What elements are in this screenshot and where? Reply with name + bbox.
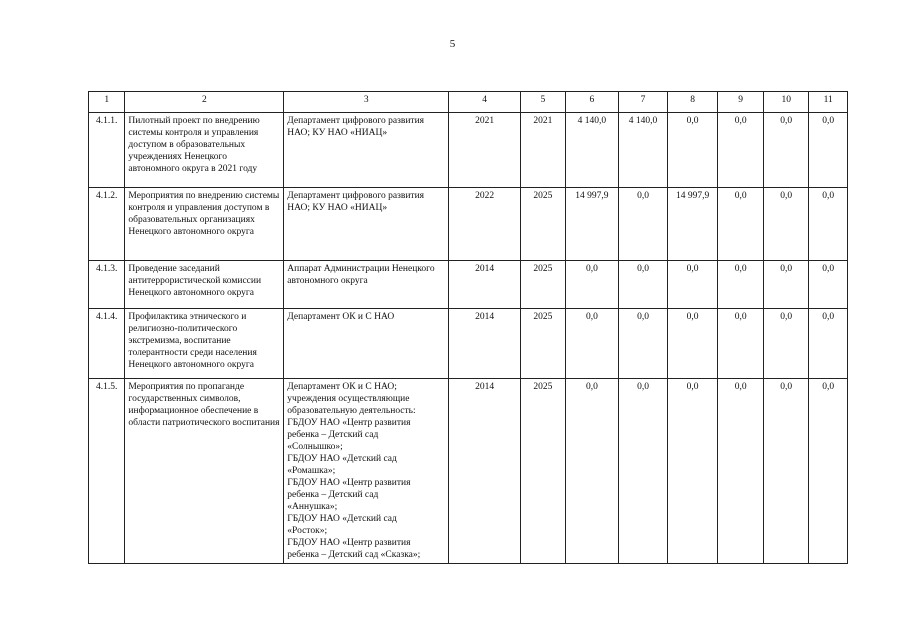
column-header: 5 [521,92,566,113]
row-number: 4.1.3. [89,261,125,309]
executor-line: «Росток»; [287,526,328,536]
column-header: 4 [449,92,521,113]
value-col-10: 0,0 [763,309,809,379]
executor-line: Департамент ОК и С НАО; [287,382,397,392]
column-header: 11 [809,92,848,113]
end-year: 2021 [521,113,566,188]
value-col-7: 0,0 [619,379,668,564]
column-header: 2 [125,92,284,113]
value-col-11: 0,0 [809,379,848,564]
executor-line: учреждения осуществляющие [287,394,410,404]
executor-line: «Солнышко»; [287,442,343,452]
value-col-10: 0,0 [763,188,809,261]
start-year: 2014 [449,261,521,309]
start-year: 2014 [449,309,521,379]
executor-line: образовательную деятельность: [287,406,416,416]
value-col-8: 14 997,9 [667,188,718,261]
column-header: 6 [565,92,619,113]
start-year: 2014 [449,379,521,564]
activity-name: Профилактика этнического и религиозно-политического экстремизма, воспитание толерантности среди населения Ненецкого автономного округа [125,309,284,379]
executor-line: ГБДОУ НАО «Детский сад [287,514,397,524]
executor-line: ГБДОУ НАО «Центр развития [287,418,411,428]
value-col-6: 0,0 [565,309,619,379]
table-row [89,379,848,564]
row-number: 4.1.2. [89,188,125,261]
table-row [89,188,848,261]
value-col-6: 14 997,9 [565,188,619,261]
value-col-8: 0,0 [667,309,718,379]
executor [284,379,449,564]
value-col-11: 0,0 [809,113,848,188]
page-number: 5 [449,38,456,50]
executor-line: «Аннушка»; [287,502,338,512]
end-year: 2025 [521,261,566,309]
value-col-8: 0,0 [667,261,718,309]
value-col-6: 0,0 [565,379,619,564]
column-header: 9 [718,92,764,113]
value-col-9: 0,0 [718,309,764,379]
activity-name: Проведение заседаний антитеррористической комиссии Ненецкого автономного округа [125,261,284,309]
value-col-11: 0,0 [809,261,848,309]
value-col-10: 0,0 [763,379,809,564]
value-col-9: 0,0 [718,261,764,309]
value-col-8: 0,0 [667,379,718,564]
end-year: 2025 [521,309,566,379]
table-row [89,261,848,309]
executor: Аппарат Администрации Ненецкого автономного округа [284,261,449,309]
value-col-6: 4 140,0 [565,113,619,188]
row-number: 4.1.4. [89,309,125,379]
column-header: 10 [763,92,809,113]
end-year: 2025 [521,379,566,564]
value-col-9: 0,0 [718,113,764,188]
value-col-7: 0,0 [619,188,668,261]
executor-line: ребенка – Детский сад [287,490,379,500]
column-header: 1 [89,92,125,113]
value-col-11: 0,0 [809,309,848,379]
executor-line: ребенка – Детский сад [287,430,379,440]
executor-line: ГБДОУ НАО «Центр развития [287,538,411,548]
program-activities-table [88,91,848,564]
value-col-10: 0,0 [763,113,809,188]
row-number: 4.1.5. [89,379,125,564]
header-row [89,92,848,113]
value-col-6: 0,0 [565,261,619,309]
column-header: 8 [667,92,718,113]
end-year: 2025 [521,188,566,261]
executor-line: ГБДОУ НАО «Центр развития [287,478,411,488]
value-col-7: 0,0 [619,309,668,379]
table-row [89,113,848,188]
value-col-7: 4 140,0 [619,113,668,188]
table-row [89,309,848,379]
value-col-11: 0,0 [809,188,848,261]
value-col-7: 0,0 [619,261,668,309]
executor-line: ребенка – Детский сад «Сказка»; [287,550,421,560]
activity-name: Мероприятия по пропаганде государственных символов, информационное обеспечение в области патриотического воспитания [125,379,284,564]
start-year: 2022 [449,188,521,261]
value-col-8: 0,0 [667,113,718,188]
executor: Департамент цифрового развития НАО; КУ НАО «НИАЦ» [284,113,449,188]
activity-name: Мероприятия по внедрению системы контроля и управления доступом в образовательных организациях Ненецкого автономного округа [125,188,284,261]
executor-line: ГБДОУ НАО «Детский сад [287,454,397,464]
executor: Департамент ОК и С НАО [284,309,449,379]
executor: Департамент цифрового развития НАО; КУ НАО «НИАЦ» [284,188,449,261]
column-header: 7 [619,92,668,113]
value-col-9: 0,0 [718,188,764,261]
row-number: 4.1.1. [89,113,125,188]
value-col-9: 0,0 [718,379,764,564]
value-col-10: 0,0 [763,261,809,309]
activity-name: Пилотный проект по внедрению системы контроля и управления доступом в образовательных учреждениях Ненецкого автономного округа в 2021 году [125,113,284,188]
start-year: 2021 [449,113,521,188]
column-header: 3 [284,92,449,113]
executor-line: «Ромашка»; [287,466,336,476]
